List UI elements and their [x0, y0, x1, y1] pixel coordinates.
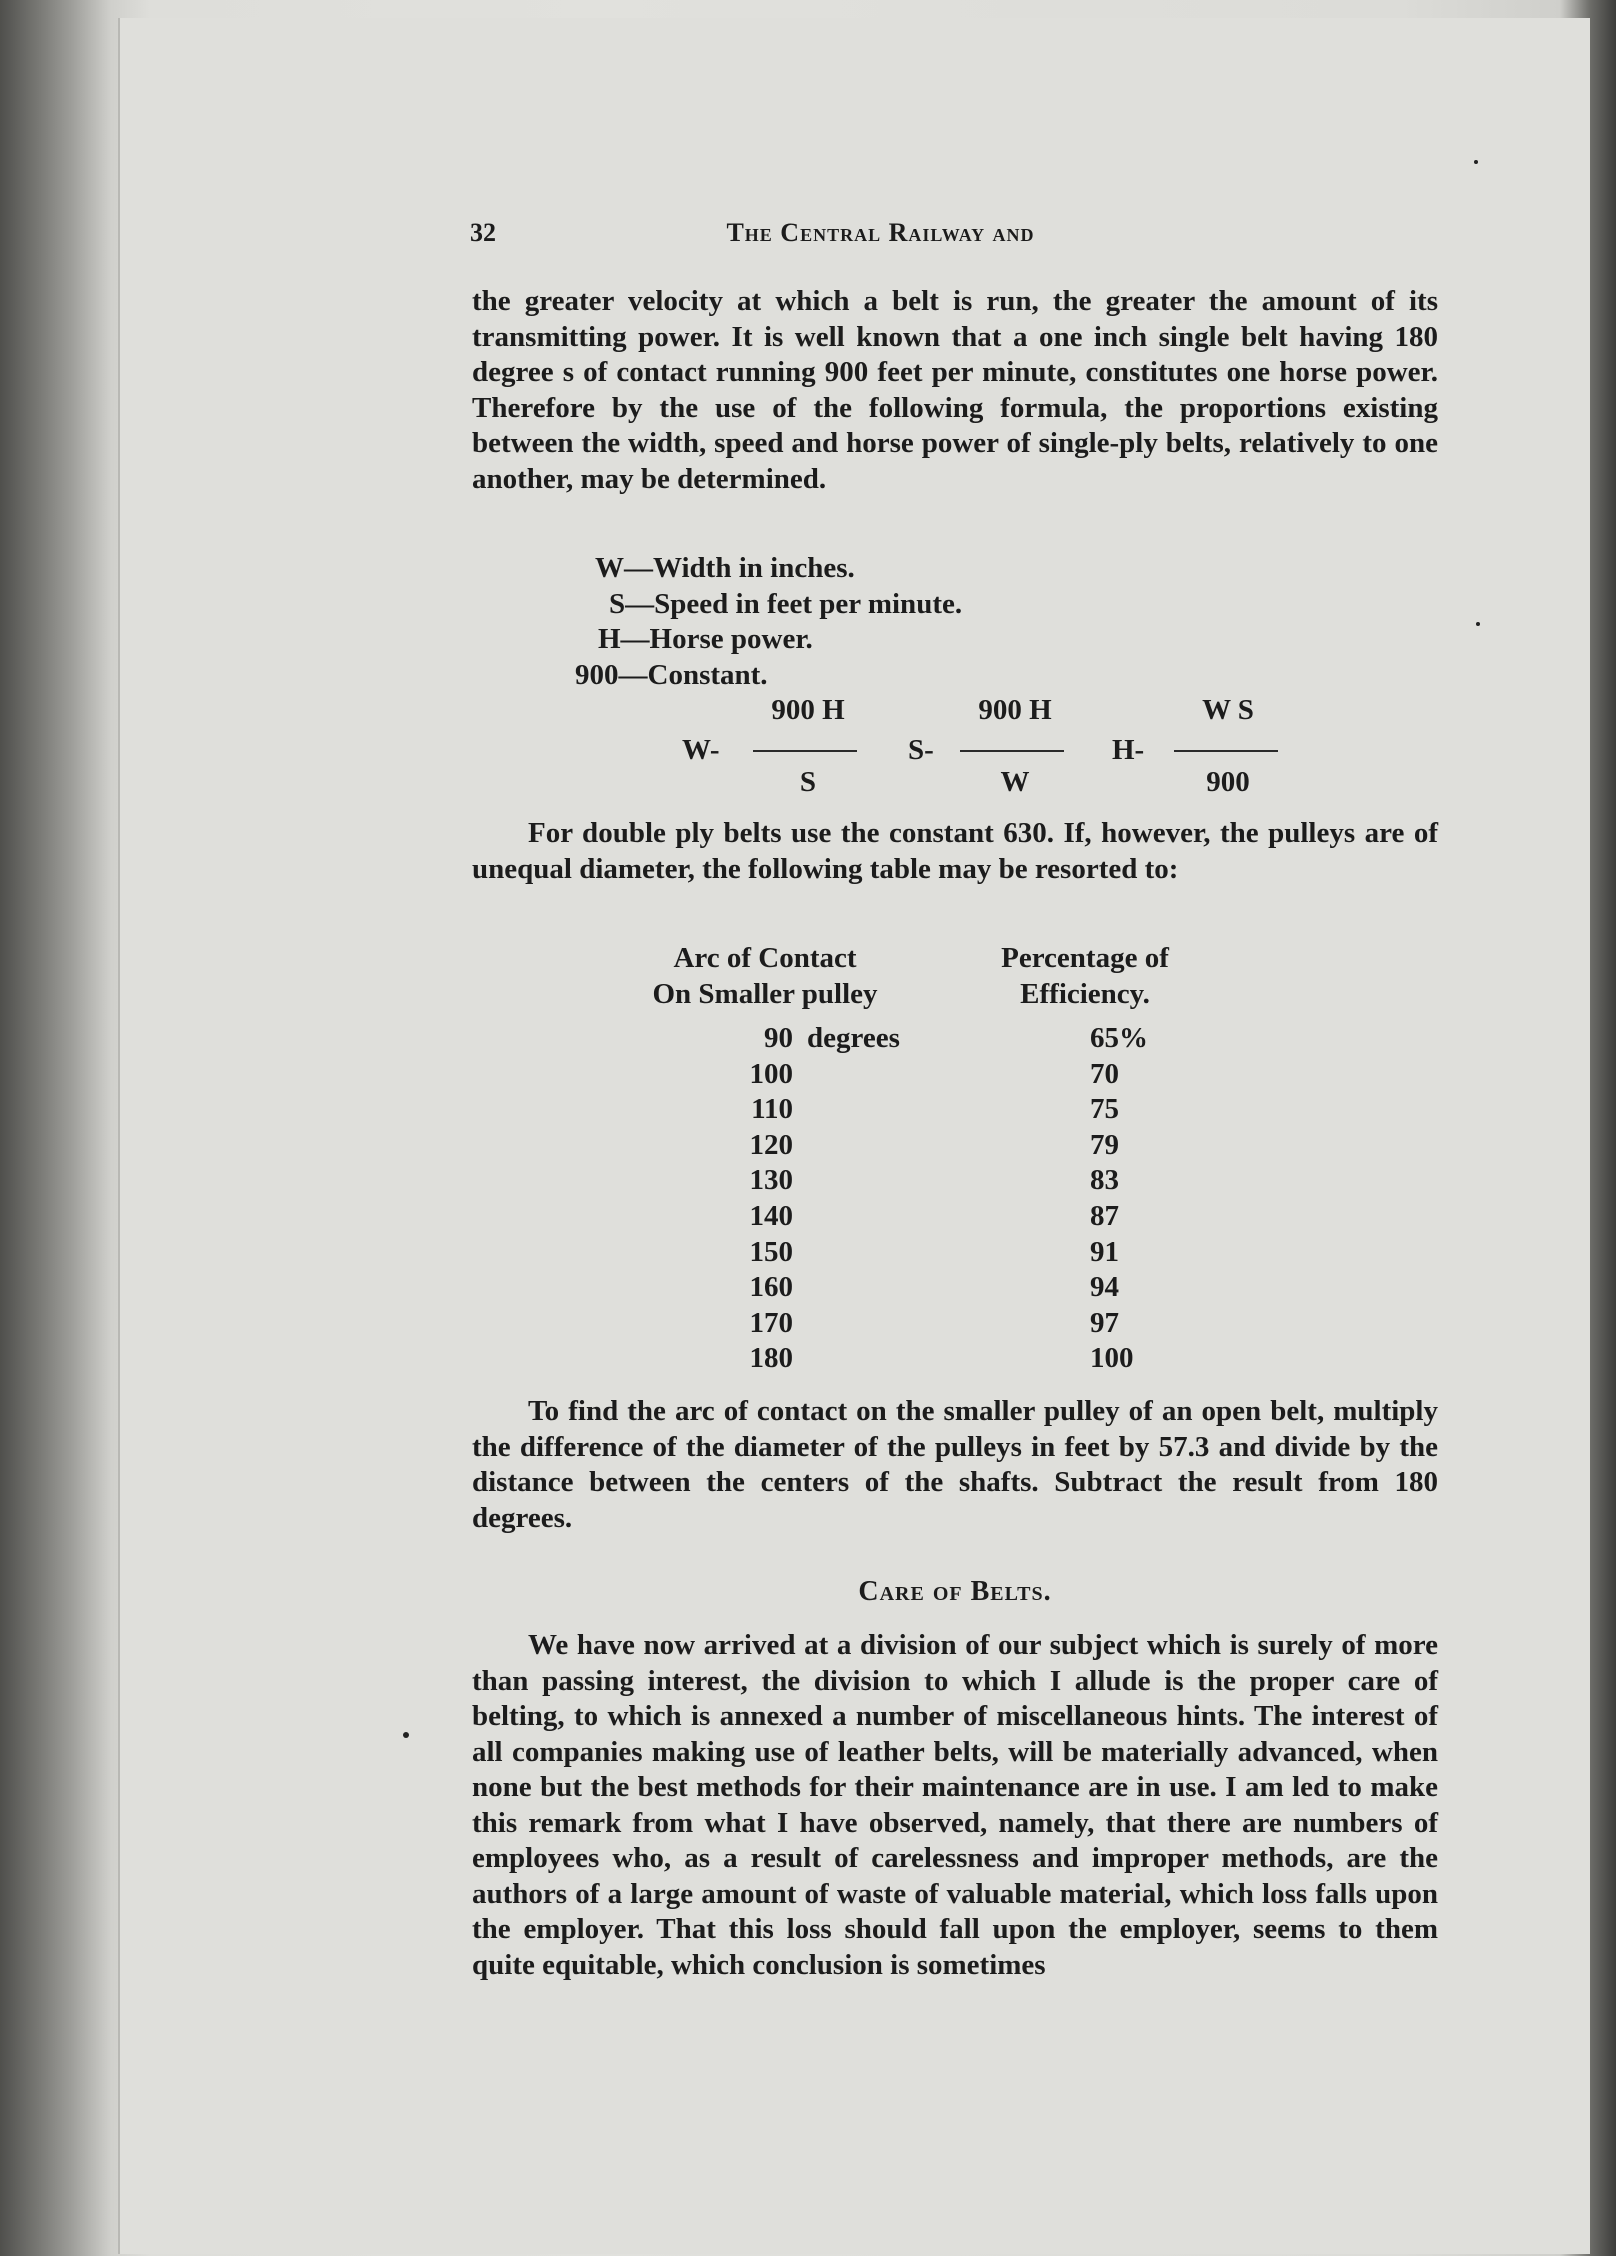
- table-cell-efficiency: 70: [1090, 1057, 1119, 1090]
- formula-3-lhs: H-: [1112, 734, 1145, 766]
- table-cell-efficiency: 83: [1090, 1164, 1119, 1197]
- table-cell-efficiency: 75: [1090, 1093, 1119, 1126]
- section-title: Care of Belts.: [858, 1576, 1052, 1607]
- table-cell-efficiency: 91: [1090, 1235, 1119, 1268]
- formula-1-bar: [753, 750, 857, 752]
- table-cell-arc: 150: [749, 1235, 793, 1268]
- table-header-arc-line-2: On Smaller pulley: [652, 978, 878, 1010]
- table-cell-arc: 130: [749, 1164, 793, 1197]
- definition-speed: S—Speed in feet per minute.: [609, 588, 963, 620]
- table-cell-arc: 160: [749, 1271, 793, 1304]
- paragraph-2: For double ply belts use the constant 630. If, however, the pulleys are of unequal diameter, the following table may be resorted to:: [472, 817, 1438, 885]
- paragraph-3: To find the arc of contact on the smaller pulley of an open belt, multiply the difference of the diameter of the pulleys in feet by 57.3 and divide by the distance between the centers of the shafts. Subtract the result from 180 degrees.: [472, 1395, 1438, 1534]
- table-cell-unit: degrees: [807, 1022, 900, 1054]
- table-cell-efficiency: 65%: [1090, 1022, 1148, 1054]
- formula-3-bar: [1174, 750, 1278, 752]
- scan-speck: [403, 1732, 409, 1738]
- formula-3-numerator: W S: [1202, 694, 1254, 726]
- definition-horse-power: H—Horse power.: [598, 623, 813, 655]
- table-cell-efficiency: 79: [1090, 1128, 1119, 1161]
- table-cell-arc: 140: [749, 1200, 793, 1232]
- table-cell-arc: 120: [749, 1128, 793, 1161]
- formula-1-numerator: 900 H: [771, 694, 845, 726]
- scan-speck: [1474, 160, 1478, 164]
- formula-3-denominator: 900: [1206, 766, 1250, 798]
- table-cell-efficiency: 97: [1090, 1306, 1119, 1339]
- table-cell-efficiency: 87: [1090, 1200, 1119, 1232]
- formula-2-bar: [960, 750, 1064, 752]
- scan-speck: [1476, 622, 1480, 626]
- running-title: The Central Railway and: [726, 218, 1035, 247]
- table-cell-arc: 180: [749, 1342, 793, 1375]
- table-cell-arc: 110: [751, 1093, 793, 1126]
- table-cell-arc: 170: [749, 1306, 793, 1339]
- definition-width: W—Width in inches.: [595, 552, 855, 584]
- formula-2-denominator: W: [1000, 766, 1030, 798]
- formula-2-numerator: 900 H: [978, 694, 1052, 726]
- formula-1-denominator: S: [799, 766, 817, 798]
- table-header-efficiency-line-1: Percentage of: [1001, 942, 1169, 974]
- paragraph-1: the greater velocity at which a belt is run, the greater the amount of its transmitting power. It is well known that a one inch single belt having 180 degree s of contact running 900 feet per minute, constitutes one horse power. Therefore by the use of the following formula, the proportions existing between the width, speed and horse power of single-ply belts, relatively to one another, may be determined.: [472, 285, 1438, 495]
- table-cell-efficiency: 100: [1090, 1342, 1134, 1375]
- definition-constant: 900—Constant.: [575, 659, 768, 691]
- page-number: 32: [470, 218, 496, 247]
- table-header-arc-line-1: Arc of Contact: [673, 942, 857, 974]
- table-header-efficiency-line-2: Efficiency.: [1020, 978, 1150, 1010]
- table-cell-efficiency: 94: [1090, 1271, 1119, 1304]
- table-cell-arc: 100: [749, 1057, 793, 1090]
- table-cell-arc: 90: [764, 1022, 793, 1054]
- formula-1-lhs: W-: [682, 734, 720, 766]
- paragraph-4: We have now arrived at a division of our subject which is surely of more than passing interest, the division to which I allude is the proper care of belting, to which is annexed a number of miscellaneous hints. The interest of all companies making use of leather belts, will be materially advanced, when none but the best methods for their maintenance are in use. I am led to make this remark from what I have observed, namely, that there are numbers of employees who, as a result of carelessness and improper methods, are the authors of a large amount of waste of valuable material, which loss falls upon the employer. That this loss should fall upon the employer, seems to them quite equitable, which conclusion is sometimes: [472, 1629, 1438, 1981]
- formula-2-lhs: S-: [908, 734, 934, 766]
